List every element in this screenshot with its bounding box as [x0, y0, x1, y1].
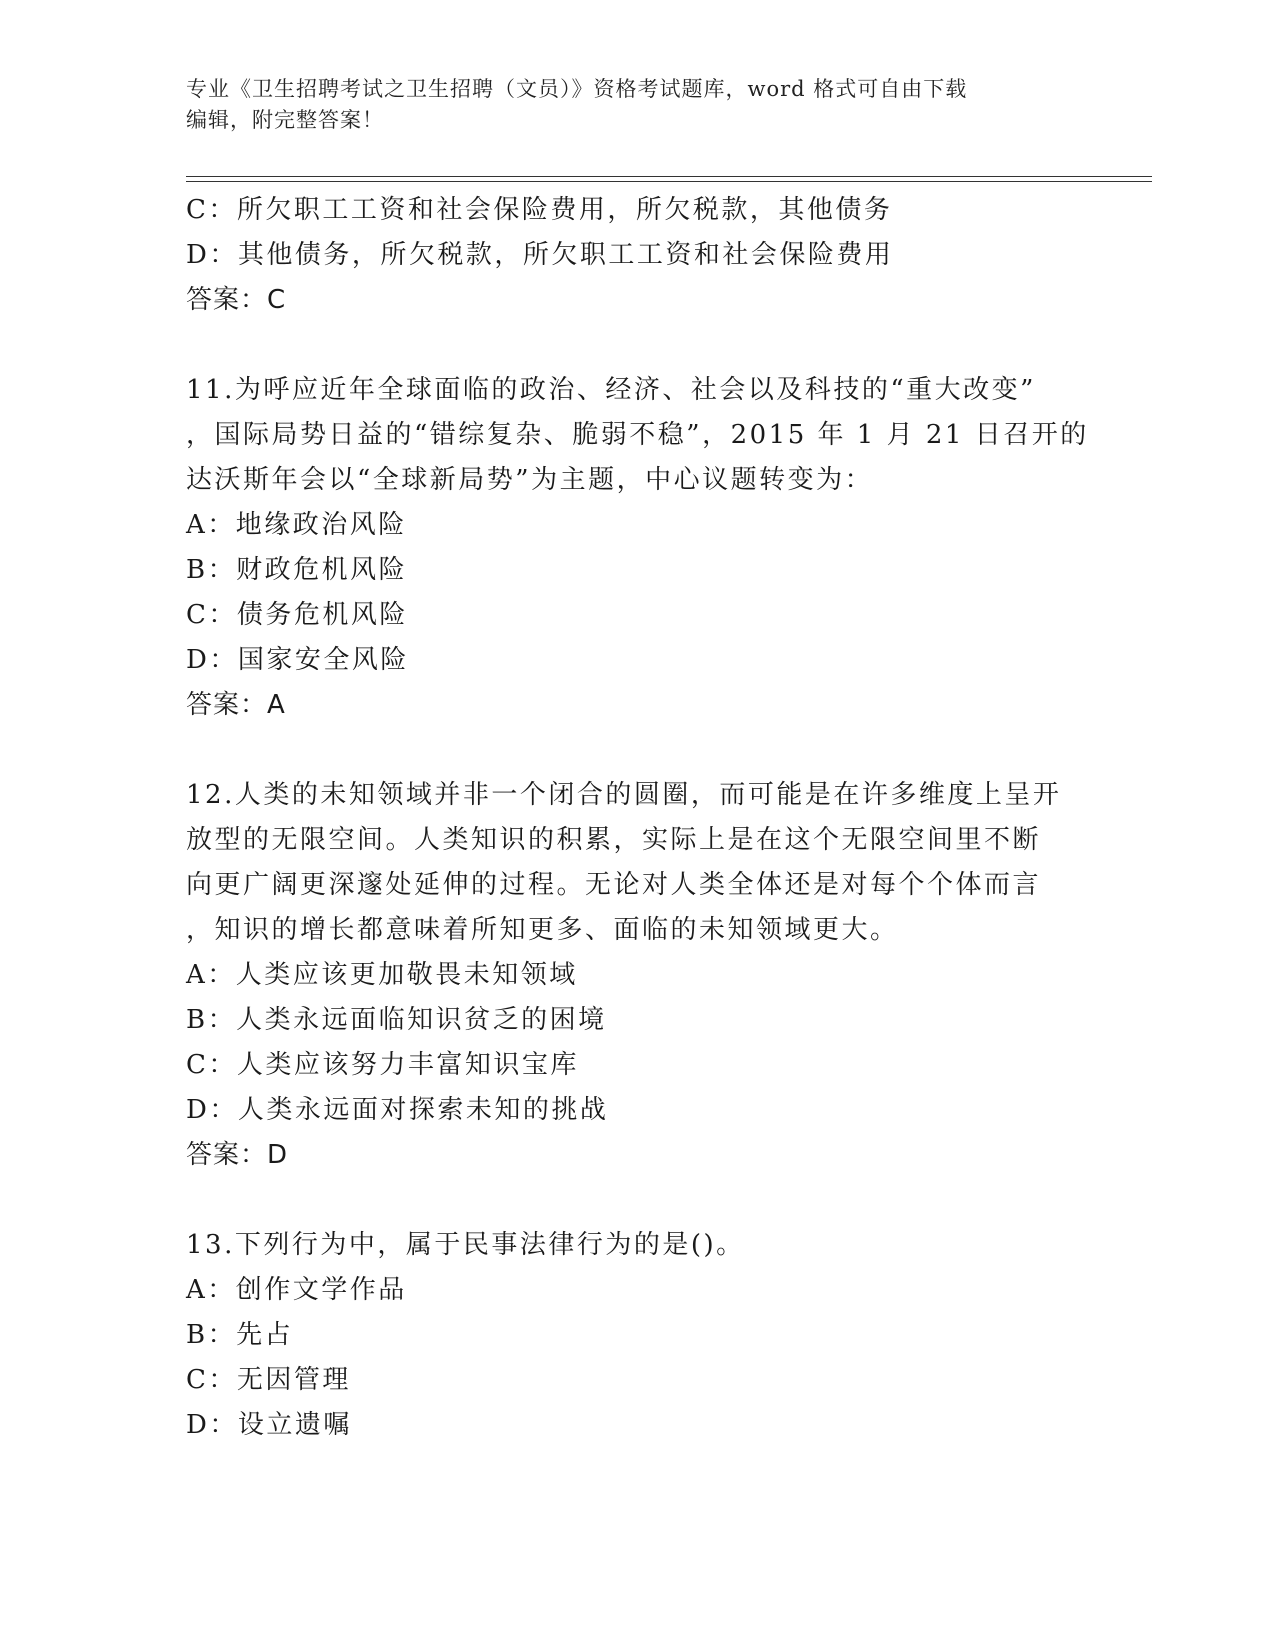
question-list: [186, 188, 1089, 1448]
header-divider-bottom: [186, 181, 1152, 182]
question-11-stem-line-2: ，国际局势日益的“错综复杂、脆弱不稳”，2015 年 1 月 21 日召开的: [186, 420, 1089, 450]
question-11-option-d: D：国家安全风险: [186, 645, 409, 675]
question-spacer: [186, 728, 1086, 773]
question-12-option-a: A：人类应该更加敬畏未知领域: [186, 960, 578, 990]
question-12-option-b: B：人类永远面临知识贫乏的困境: [186, 1005, 607, 1035]
question-11-option-c: C：债务危机风险: [186, 600, 408, 630]
question-11-stem-line-3: 达沃斯年会以“全球新局势”为主题，中心议题转变为：: [186, 465, 874, 495]
question-10-answer: 答案：C: [186, 285, 287, 315]
question-13-option-d: D：设立遗嘱: [186, 1410, 352, 1440]
question-13-option-a: A：创作文学作品: [186, 1275, 407, 1305]
question-10: [186, 188, 1086, 323]
question-12-option-d: D：人类永远面对探索未知的挑战: [186, 1095, 609, 1125]
question-12-stem-line-1: 12.人类的未知领域并非一个闭合的圆圈，而可能是在许多维度上呈开: [186, 780, 1062, 810]
question-13: [186, 1223, 1086, 1448]
question-13-option-b: B：先占: [186, 1320, 294, 1350]
question-spacer: [186, 1178, 1086, 1223]
question-12-answer: 答案：D: [186, 1140, 289, 1170]
question-12-option-c: C：人类应该努力丰富知识宝库: [186, 1050, 579, 1080]
question-13-option-c: C：无因管理: [186, 1365, 351, 1395]
header-divider-top: [186, 176, 1152, 177]
question-13-stem-line-1: 13.下列行为中，属于民事法律行为的是()。: [186, 1230, 745, 1260]
question-spacer: [186, 323, 1086, 368]
question-12-stem-line-3: 向更广阔更深邃处延伸的过程。无论对人类全体还是对每个个体而言: [186, 870, 1042, 900]
question-12: [186, 773, 1086, 1178]
question-10-option-c: C：所欠职工工资和社会保险费用，所欠税款，其他债务: [186, 195, 893, 225]
question-12-stem-line-4: ，知识的增长都意味着所知更多、面临的未知领域更大。: [186, 915, 899, 945]
question-11-stem-line-1: 11.为呼应近年全球面临的政治、经济、社会以及科技的“重大改变”: [186, 375, 1036, 405]
header-line-1: 专业《卫生招聘考试之卫生招聘（文员）》资格考试题库，word 格式可自由下载: [186, 77, 968, 101]
question-11-answer: 答案：A: [186, 690, 286, 720]
question-12-stem-line-2: 放型的无限空间。人类知识的积累，实际上是在这个无限空间里不断: [186, 825, 1042, 855]
header-line-2: 编辑，附完整答案！: [186, 108, 384, 132]
question-10-option-d: D：其他债务，所欠税款，所欠职工工资和社会保险费用: [186, 240, 894, 270]
question-11-option-a: A：地缘政治风险: [186, 510, 407, 540]
question-11: [186, 368, 1089, 728]
document-header: [186, 74, 1066, 136]
question-11-option-b: B：财政危机风险: [186, 555, 408, 585]
